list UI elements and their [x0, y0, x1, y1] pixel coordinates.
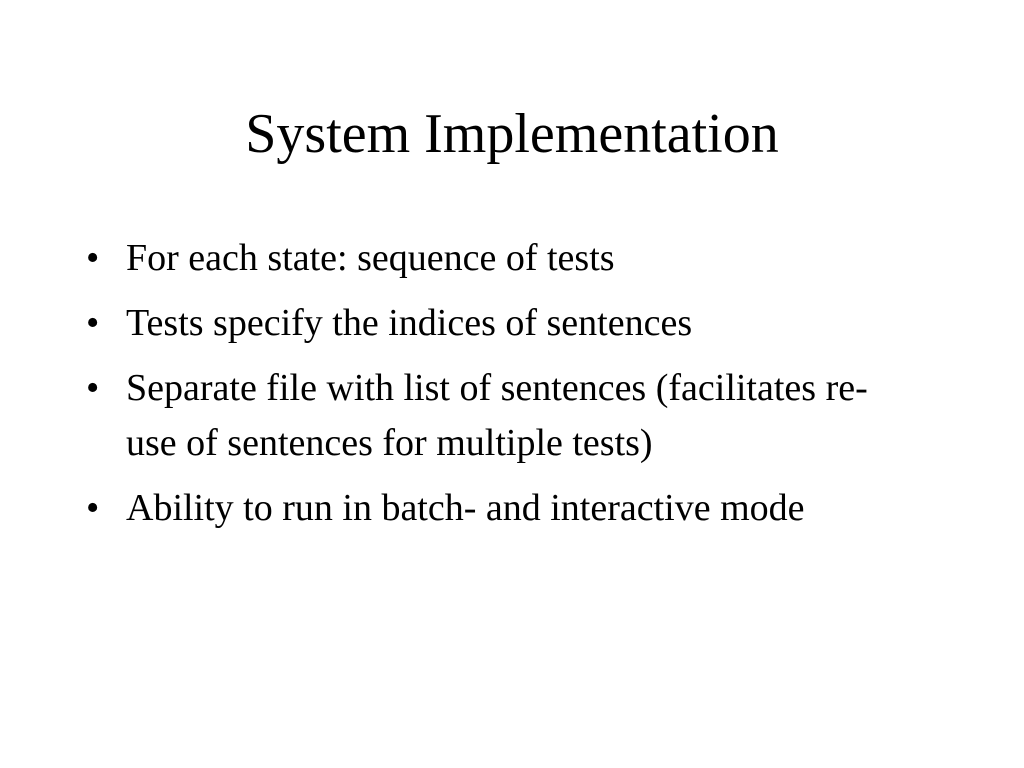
- bullet-text: Tests specify the indices of sentences: [126, 302, 693, 344]
- bullet-icon: •: [86, 302, 100, 344]
- bullet-icon: •: [86, 237, 100, 279]
- bullet-text: Ability to run in batch- and interactive mode: [126, 487, 805, 529]
- bullet-icon: •: [86, 487, 100, 529]
- slide-title: System Implementation: [245, 103, 779, 165]
- bullet-text: For each state: sequence of tests: [126, 237, 615, 279]
- bullet-list: [84, 231, 944, 546]
- bullet-icon: •: [86, 367, 100, 409]
- bullet-item: [84, 361, 944, 471]
- bullet-item: [84, 481, 944, 536]
- bullet-item: [84, 231, 944, 286]
- bullet-item: [84, 296, 944, 351]
- bullet-text: Separate file with list of sentences (facilitates re-use of sentences for multiple tests): [126, 367, 868, 464]
